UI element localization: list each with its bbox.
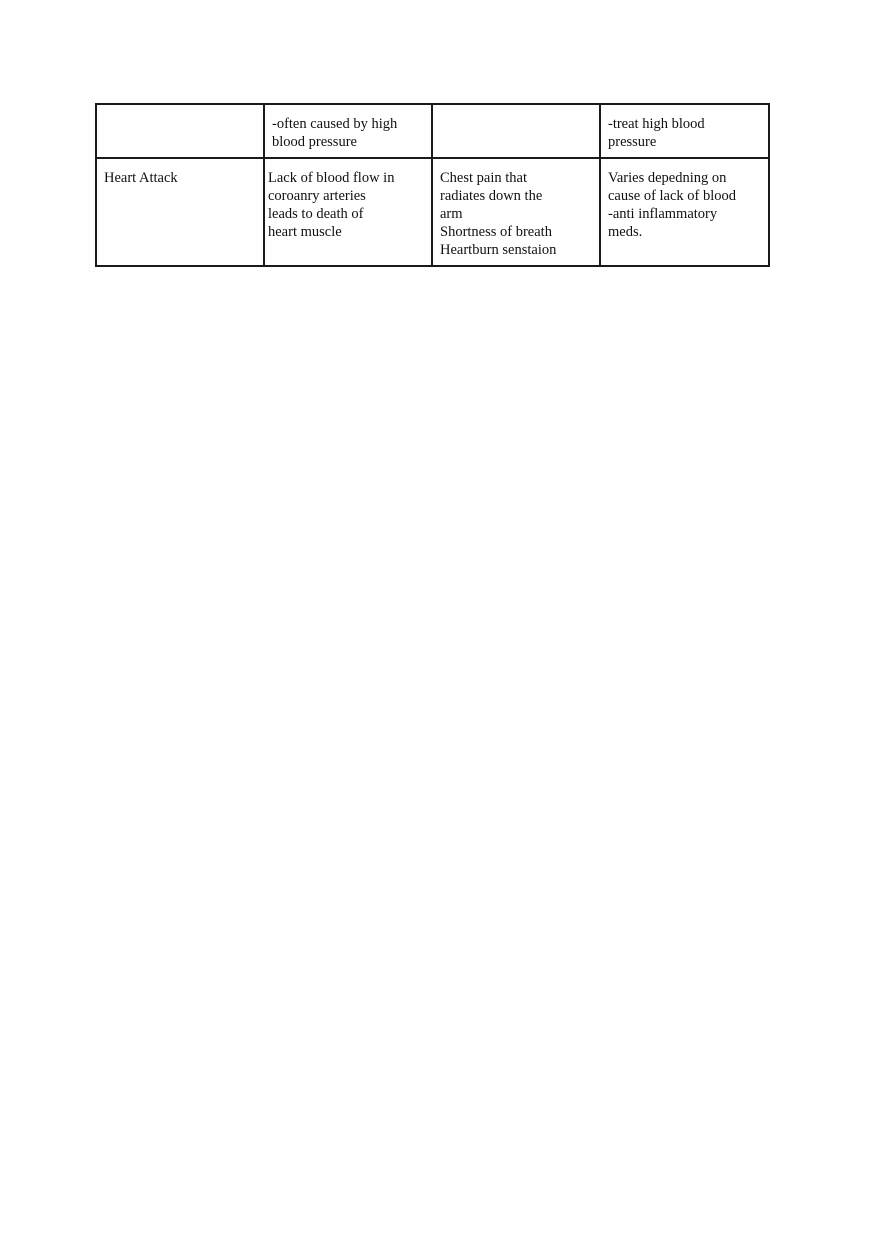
cause-text: -often caused by high blood pressure: [272, 116, 398, 150]
cause-cell: [264, 104, 432, 158]
condition-cell: [96, 158, 264, 266]
treatment-text: Varies depedning on cause of lack of blood -anti inflammatory meds.: [608, 170, 737, 240]
symptoms-text: Chest pain that radiates down the arm Shortness of breath Heartburn senstaion: [440, 170, 557, 258]
condition-cell: [96, 104, 264, 158]
condition-text: Heart Attack: [104, 170, 178, 186]
symptoms-text: [433, 105, 599, 121]
treatment-text: -treat high blood pressure: [608, 116, 705, 150]
symptoms-cell: [432, 158, 600, 266]
condition-text: [97, 105, 263, 121]
symptoms-cell: [432, 104, 600, 158]
cause-cell: [264, 158, 432, 266]
disease-table: [95, 103, 770, 267]
treatment-cell: [600, 158, 769, 266]
cause-text: Lack of blood flow in coroanry arteries leads to death of heart muscle: [268, 170, 395, 240]
table-row: [96, 158, 769, 266]
treatment-cell: [600, 104, 769, 158]
table-row: [96, 104, 769, 158]
